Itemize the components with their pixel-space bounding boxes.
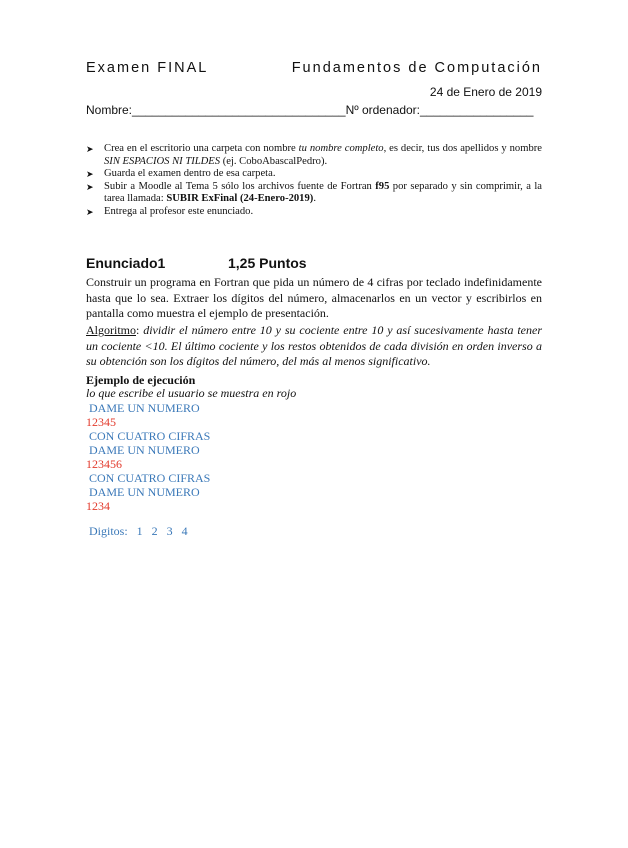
example-subtitle: lo que escribe el usuario se muestra en rojo	[86, 386, 297, 400]
arrow-bullet-icon: ➤	[86, 181, 94, 192]
exercise-description: Construir un programa en Fortran que pida un número de 4 cifras por teclado indefinidamente hasta que lo sea. Extraer los dígitos del número, almacenarlos en un vector y escribirlos en pantalla como muestra el ejemplo de presentación.	[86, 275, 542, 321]
instruction-text: Crea en el escritorio una carpeta con nombre tu nombre completo, es decir, tus dos apellidos y nombre SIN ESPACIOS NI TILDES (ej. CoboAbascalPedro).	[104, 143, 542, 167]
exercise-points: 1,25 Puntos	[228, 255, 307, 271]
exercise-title: Enunciado1	[86, 255, 166, 271]
arrow-bullet-icon: ➤	[86, 169, 94, 180]
program-output-line: DAME UN NUMERO	[86, 401, 200, 415]
arrow-bullet-icon: ➤	[86, 206, 94, 217]
course-title: Fundamentos de Computación	[291, 60, 542, 76]
instruction-item	[86, 206, 542, 219]
arrow-bullet-icon: ➤	[86, 144, 94, 154]
program-output-line: DAME UN NUMERO	[86, 485, 200, 499]
instruction-item	[86, 143, 542, 168]
algorithm-label: Algoritmo	[86, 323, 136, 337]
digits-result: Digitos: 1 2 3 4	[86, 524, 188, 538]
algorithm-text: dividir el número entre 10 y su cociente entre 10 y así sucesivamente hasta tener un cociente <10. El último cociente y los restos obtenidos de cada división en orden inverso a su obtención son los dígitos del número, del más al menos significativo.	[86, 323, 543, 369]
program-output-line: CON CUATRO CIFRAS	[86, 471, 211, 485]
user-input-line: 123456	[86, 457, 122, 471]
user-input-line: 1234	[86, 499, 110, 513]
program-output-line: DAME UN NUMERO	[86, 443, 200, 457]
user-input-line: 12345	[86, 415, 116, 429]
instruction-item	[86, 168, 542, 181]
instruction-text: Guarda el examen dentro de esa carpeta.	[104, 168, 276, 180]
name-computer-line: Nombre:________________________________Nº ordenador:_________________	[86, 103, 534, 117]
instructions-list	[86, 143, 542, 219]
exam-date: 24 de Enero de 2019	[429, 85, 542, 99]
example-label: Ejemplo de ejecución	[86, 373, 196, 387]
exam-title: Examen FINAL	[86, 60, 209, 76]
instruction-item	[86, 181, 542, 206]
algorithm-paragraph: Algoritmo: dividir el número entre 10 y su cociente entre 10 y así sucesivamente hasta tener un cociente <10. El último cociente y los restos obtenidos de cada división en orden inverso a su obtención son los dígitos del número, del más al menos significativo.	[86, 323, 543, 369]
instruction-text: Entrega al profesor este enunciado.	[104, 205, 254, 217]
instruction-text: Subir a Moodle al Tema 5 sólo los archivos fuente de Fortran f95 por separado y sin comprimir, a la tarea llamada: SUBIR ExFinal (24-Enero-2019).	[104, 180, 542, 205]
program-output-line: CON CUATRO CIFRAS	[86, 429, 211, 443]
